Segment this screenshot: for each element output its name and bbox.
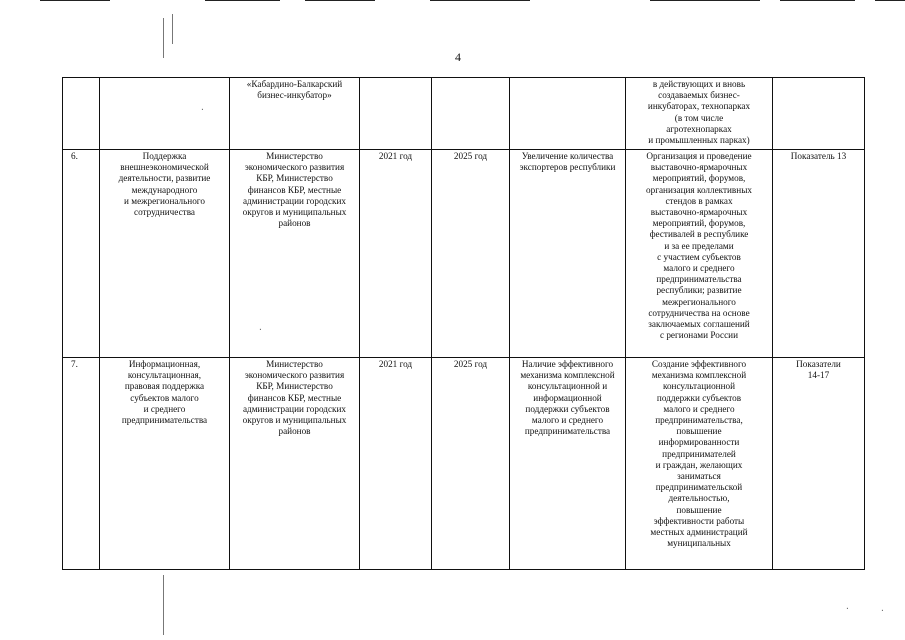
directions-cell: Организация и проведение выставочно-ярмарочных мероприятий, форумов, организация коллективных стендов в рамках выставочно-ярмарочных мероприятий, форумов, фестивалей в республике и за ее пределами с участием субъектов малого и среднего предпринимательства республики; развитие межрегионального сотрудничества на основе заключаемых соглашений с регионами России — [626, 150, 773, 358]
task-cell: Поддержка внешнеэкономической деятельности, развитие международного и межрегионального сотрудничества — [100, 150, 230, 358]
directions-cell: Создание эффективного механизма комплексной консультационной поддержки субъектов малого и среднего предпринимательства, повышение информированности предпринимателей и граждан, желающих заниматься предпринимательской деятельностью, повышение эффективности работы местных администраций муниципальных — [626, 358, 773, 570]
scan-edge-line — [40, 0, 110, 1]
scan-speck: · — [845, 604, 850, 613]
scan-edge-line — [780, 0, 855, 1]
table-row — [63, 358, 865, 570]
executors-cell: «Кабардино-Балкарский бизнес-инкубатор» — [230, 78, 360, 150]
scan-fold-mark — [163, 18, 164, 58]
scan-speck: · — [200, 105, 205, 114]
row-number — [63, 78, 100, 150]
scan-edge-line — [650, 0, 760, 1]
table-row — [63, 150, 865, 358]
result-cell: Увеличение количества экспортеров республики — [510, 150, 626, 358]
scan-edge-line — [305, 0, 375, 1]
start-year-cell: 2021 год — [360, 150, 432, 358]
scan-speck: · — [258, 325, 263, 334]
indicator-cell — [773, 78, 865, 150]
page-number: 4 — [455, 50, 461, 64]
indicator-cell: Показатель 13 — [773, 150, 865, 358]
directions-cell: в действующих и вновь создаваемых бизнес- инкубаторах, технопарках (в том числе агротехнопарках и промышленных парках) — [626, 78, 773, 150]
task-cell: Информационная, консультационная, правовая поддержка субъектов малого и среднего предпринимательства — [100, 358, 230, 570]
scan-fold-mark — [172, 14, 173, 44]
scan-edge-line — [430, 0, 530, 1]
end-year-cell: 2025 год — [432, 358, 510, 570]
table-row — [63, 78, 865, 150]
executors-cell: Министерство экономического развития КБР, Министерство финансов КБР, местные администрации городских округов и муниципальных районов — [230, 150, 360, 358]
start-year-cell: 2021 год — [360, 358, 432, 570]
scan-edge-line — [205, 0, 280, 1]
row-number: 7. — [63, 358, 100, 570]
executors-cell: Министерство экономического развития КБР, Министерство финансов КБР, местные администрации городских округов и муниципальных районов — [230, 358, 360, 570]
scan-edge-line — [875, 0, 905, 1]
measures-table — [62, 77, 865, 570]
result-cell — [510, 78, 626, 150]
scan-speck: · — [880, 606, 885, 615]
indicator-cell: Показатели 14-17 — [773, 358, 865, 570]
scan-fold-mark — [163, 575, 164, 635]
result-cell: Наличие эффективного механизма комплексной консультационной и информационной поддержки субъектов малого и среднего предпринимательства — [510, 358, 626, 570]
task-cell — [100, 78, 230, 150]
row-number: 6. — [63, 150, 100, 358]
end-year-cell — [432, 78, 510, 150]
end-year-cell: 2025 год — [432, 150, 510, 358]
start-year-cell — [360, 78, 432, 150]
